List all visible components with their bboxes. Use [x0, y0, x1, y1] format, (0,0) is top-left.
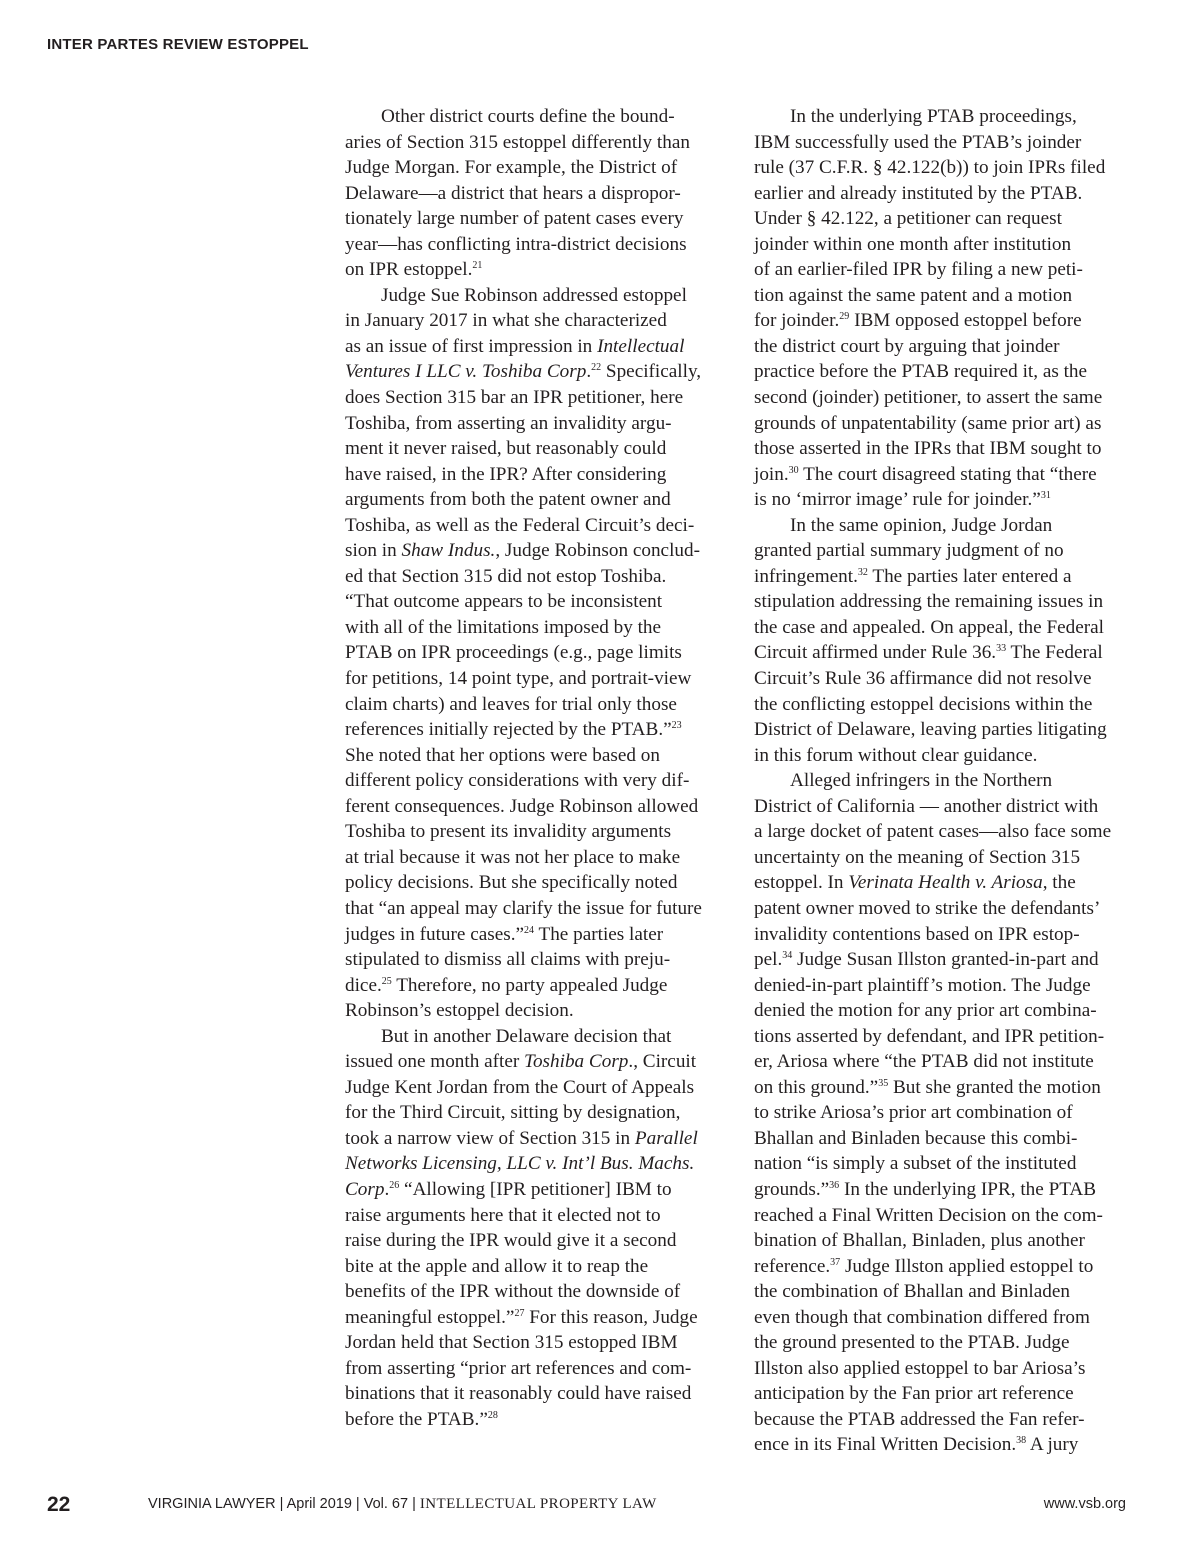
text-line: [754, 462, 1134, 488]
text-run: for petitions, 14 point type, and portrait-view: [345, 668, 692, 690]
footnote-ref: 24: [524, 924, 535, 936]
footnote-ref: 34: [782, 950, 793, 962]
text-line: [754, 640, 1134, 666]
text-run: .: [586, 361, 592, 383]
text-line: [345, 1305, 717, 1331]
text-run: Specifically,: [601, 361, 702, 383]
text-line: [345, 385, 717, 411]
text-line: [754, 232, 1134, 258]
text-run: tions asserted by defendant, and IPR petition-: [754, 1025, 1105, 1047]
text-run: infringement.: [754, 565, 858, 587]
text-run: Robinson’s estoppel decision.: [345, 1000, 574, 1022]
text-line: [754, 896, 1134, 922]
text-line: [345, 615, 717, 641]
text-run: rule (37 C.F.R. § 42.122(b)) to join IPRs filed: [754, 157, 1106, 179]
text-line: [754, 615, 1134, 641]
italic-citation: Parallel: [634, 1127, 698, 1149]
text-run: is no ‘mirror image’ rule for joinder.”: [754, 489, 1041, 511]
text-line: [754, 1279, 1134, 1305]
text-line: [345, 1100, 717, 1126]
text-line: [754, 692, 1134, 718]
text-line: [345, 130, 717, 156]
text-line: [754, 1407, 1134, 1433]
text-run: .: [384, 1178, 390, 1200]
text-line: [754, 385, 1134, 411]
footnote-ref: 36: [829, 1179, 840, 1191]
text-line: [754, 1075, 1134, 1101]
italic-citation: Intellectual: [597, 335, 685, 357]
footnote-ref: 31: [1040, 490, 1051, 502]
text-line: [754, 947, 1134, 973]
text-run: tion against the same patent and a motion: [754, 284, 1073, 306]
text-run: Judge Kent Jordan from the Court of Appeals: [345, 1076, 695, 1098]
text-run: the ground presented to the PTAB. Judge: [754, 1332, 1070, 1354]
text-line: [754, 845, 1134, 871]
text-line: [754, 436, 1134, 462]
text-run: In the underlying PTAB proceedings,: [790, 106, 1077, 127]
publication-info: VIRGINIA LAWYER | April 2019 | Vol. 67 |: [148, 1496, 420, 1512]
text-run: Judge Illston applied estoppel to: [840, 1255, 1094, 1277]
footnote-ref: 32: [857, 566, 868, 578]
text-run: reference.: [754, 1255, 831, 1277]
text-line: [754, 1254, 1134, 1280]
text-run: Under § 42.122, a petitioner can request: [754, 208, 1062, 230]
text-line: [345, 717, 717, 743]
text-run: the case and appealed. On appeal, the Federal: [754, 616, 1105, 638]
text-run: “Allowing [IPR petitioner] IBM to: [399, 1178, 672, 1200]
footnote-ref: 35: [878, 1077, 889, 1089]
page-number: 22: [47, 1493, 71, 1516]
text-run: IBM successfully used the PTAB’s joinder: [754, 131, 1082, 153]
text-run: arguments from both the patent owner and: [345, 489, 671, 511]
text-line: [754, 130, 1134, 156]
text-run: The court disagreed stating that “there: [798, 463, 1097, 485]
text-line: [345, 1279, 717, 1305]
text-line: [754, 104, 1134, 130]
text-run: issued one month after: [345, 1051, 525, 1073]
text-line: [754, 794, 1134, 820]
text-line: [345, 564, 717, 590]
text-run: dice.: [345, 974, 382, 996]
text-run: IBM opposed estoppel before: [849, 310, 1082, 332]
text-run: on IPR estoppel.: [345, 259, 473, 281]
text-line: [345, 640, 717, 666]
text-line: [754, 411, 1134, 437]
text-line: [345, 411, 717, 437]
text-run: with all of the limitations imposed by the: [345, 616, 662, 638]
text-line: [754, 181, 1134, 207]
text-line: [754, 538, 1134, 564]
text-line: [345, 1228, 717, 1254]
text-run: ence in its Final Written Decision.: [754, 1434, 1017, 1456]
running-head: INTER PARTES REVIEW ESTOPPEL: [47, 36, 309, 53]
text-line: [345, 794, 717, 820]
text-run: stipulation addressing the remaining issues in: [754, 591, 1104, 613]
text-line: [345, 666, 717, 692]
section-name: INTELLECTUAL PROPERTY LAW: [419, 1496, 657, 1512]
text-line: [345, 308, 717, 334]
text-line: [345, 768, 717, 794]
text-line: [345, 896, 717, 922]
text-run: Toshiba, as well as the Federal Circuit’s deci-: [345, 514, 695, 536]
text-line: [345, 998, 717, 1024]
text-run: But she granted the motion: [888, 1076, 1101, 1098]
text-run: Other district courts define the bound-: [381, 106, 675, 127]
text-run: grounds.”: [754, 1178, 830, 1200]
text-run: that “an appeal may clarify the issue for future: [345, 897, 702, 919]
text-line: [754, 922, 1134, 948]
text-run: stipulated to dismiss all claims with preju-: [345, 949, 671, 971]
text-run: references initially rejected by the PTAB.”: [345, 719, 672, 741]
text-run: invalidity contentions based on IPR estop-: [754, 923, 1080, 945]
text-run: the conflicting estoppel decisions within the: [754, 693, 1093, 715]
text-line: [345, 692, 717, 718]
text-run: in this forum without clear guidance.: [754, 744, 1038, 766]
footnote-ref: 33: [996, 643, 1007, 655]
footnote-ref: 29: [839, 311, 850, 323]
footnote-ref: 26: [389, 1179, 400, 1191]
text-run: different policy considerations with very dif-: [345, 770, 690, 792]
text-run: District of California — another district with: [754, 795, 1099, 817]
text-line: [345, 334, 717, 360]
text-run: Jordan held that Section 315 estopped IBM: [345, 1332, 678, 1354]
text-run: pel.: [754, 949, 783, 971]
footnote-ref: 30: [788, 464, 799, 476]
text-line: [754, 1049, 1134, 1075]
text-line: [754, 513, 1134, 539]
text-run: er, Ariosa where “the PTAB did not institute: [754, 1051, 1094, 1073]
footnote-ref: 25: [381, 975, 392, 987]
text-line: [754, 1305, 1134, 1331]
text-run: at trial because it was not her place to make: [345, 846, 681, 868]
text-run: those asserted in the IPRs that IBM sought to: [754, 438, 1102, 460]
text-run: for the Third Circuit, sitting by designation,: [345, 1102, 681, 1124]
text-line: [345, 819, 717, 845]
text-line: [754, 1330, 1134, 1356]
footnote-ref: 38: [1016, 1435, 1027, 1447]
text-run: tionately large number of patent cases every: [345, 208, 684, 230]
text-line: [754, 1228, 1134, 1254]
left-column: [345, 104, 717, 1432]
text-run: bite at the apple and allow it to reap the: [345, 1255, 649, 1277]
text-run: claim charts) and leaves for trial only those: [345, 693, 677, 715]
text-line: [345, 1177, 717, 1203]
text-line: [754, 998, 1134, 1024]
text-run: joinder within one month after institution: [754, 233, 1072, 255]
text-line: [345, 947, 717, 973]
text-run: earlier and already instituted by the PTAB.: [754, 182, 1083, 204]
text-line: [345, 973, 717, 999]
text-run: Judge Sue Robinson addressed estoppel: [381, 284, 687, 306]
text-line: [345, 538, 717, 564]
text-line: [345, 206, 717, 232]
text-line: [345, 922, 717, 948]
text-line: [345, 1151, 717, 1177]
text-run: District of Delaware, leaving parties litigating: [754, 719, 1107, 741]
text-run: anticipation by the Fan prior art reference: [754, 1383, 1074, 1405]
text-line: [754, 283, 1134, 309]
italic-citation: Toshiba Corp: [524, 1051, 629, 1073]
text-run: aries of Section 315 estoppel differently than: [345, 131, 690, 153]
text-run: Delaware—a district that hears a dispropor-: [345, 182, 681, 204]
text-run: The parties later entered a: [867, 565, 1072, 587]
text-run: Therefore, no party appealed Judge: [391, 974, 668, 996]
text-line: [345, 1381, 717, 1407]
text-line: [754, 564, 1134, 590]
text-line: [754, 1024, 1134, 1050]
footnote-ref: 23: [671, 720, 682, 732]
text-run: patent owner moved to strike the defendants’: [754, 897, 1101, 919]
text-run: a large docket of patent cases—also face some: [754, 821, 1112, 843]
text-run: because the PTAB addressed the Fan refer-: [754, 1408, 1085, 1430]
text-run: granted partial summary judgment of no: [754, 540, 1064, 562]
text-run: nation “is simply a subset of the instituted: [754, 1153, 1077, 1175]
text-line: [754, 870, 1134, 896]
text-line: [754, 359, 1134, 385]
text-run: Circuit affirmed under Rule 36.: [754, 642, 997, 664]
text-run: Judge Morgan. For example, the District of: [345, 157, 678, 179]
publication-line: [148, 1496, 657, 1513]
text-run: Illston also applied estoppel to bar Ariosa’s: [754, 1357, 1086, 1379]
text-line: [345, 1075, 717, 1101]
text-run: Judge Susan Illston granted-in-part and: [792, 949, 1099, 971]
text-line: [345, 743, 717, 769]
text-line: [754, 666, 1134, 692]
text-run: in January 2017 in what she characterized: [345, 310, 667, 332]
text-line: [754, 819, 1134, 845]
text-run: Toshiba, from asserting an invalidity argu-: [345, 412, 672, 434]
text-run: The Federal: [1006, 642, 1103, 664]
text-line: [345, 513, 717, 539]
italic-citation: Shaw Indus.: [401, 540, 496, 562]
text-line: [754, 308, 1134, 334]
italic-citation: Networks Licensing, LLC v. Int’l Bus. Machs.: [345, 1153, 695, 1175]
text-run: practice before the PTAB required it, as the: [754, 361, 1088, 383]
text-line: [345, 232, 717, 258]
text-line: [345, 181, 717, 207]
text-line: [754, 206, 1134, 232]
text-run: have raised, in the IPR? After considering: [345, 463, 667, 485]
text-line: [345, 359, 717, 385]
text-run: judges in future cases.”: [345, 923, 525, 945]
italic-citation: Verinata Health v. Ariosa: [848, 872, 1043, 894]
text-line: [345, 870, 717, 896]
text-line: [754, 1126, 1134, 1152]
text-run: the district court by arguing that joinder: [754, 335, 1060, 357]
text-line: [345, 1407, 717, 1433]
text-line: [754, 1432, 1134, 1458]
text-run: before the PTAB.”: [345, 1408, 488, 1430]
footnote-ref: 22: [591, 362, 602, 374]
text-line: [345, 1356, 717, 1382]
text-line: [345, 1024, 717, 1050]
text-run: sion in: [345, 540, 402, 562]
text-run: year—has conflicting intra-district decisions: [345, 233, 687, 255]
text-run: policy decisions. But she specifically noted: [345, 872, 678, 894]
text-run: denied the motion for any prior art combina-: [754, 1000, 1097, 1022]
text-run: The parties later: [534, 923, 664, 945]
text-run: Alleged infringers in the Northern: [790, 770, 1053, 792]
text-run: She noted that her options were based on: [345, 744, 660, 766]
text-line: [754, 334, 1134, 360]
text-run: , the: [1042, 872, 1076, 894]
text-run: the combination of Bhallan and Binladen: [754, 1281, 1070, 1303]
text-line: [754, 1381, 1134, 1407]
text-line: [345, 1049, 717, 1075]
footnote-ref: 28: [487, 1409, 498, 1421]
text-line: [345, 589, 717, 615]
text-run: ferent consequences. Judge Robinson allowed: [345, 795, 699, 817]
text-run: meaningful estoppel.”: [345, 1306, 515, 1328]
text-run: join.: [754, 463, 789, 485]
text-run: Toshiba to present its invalidity arguments: [345, 821, 672, 843]
text-run: Bhallan and Binladen because this combi-: [754, 1127, 1078, 1149]
text-run: reached a Final Written Decision on the com-: [754, 1204, 1103, 1226]
text-line: [754, 1151, 1134, 1177]
text-run: binations that it reasonably could have raised: [345, 1383, 692, 1405]
text-run: of an earlier-filed IPR by filing a new peti-: [754, 259, 1083, 281]
text-line: [754, 1203, 1134, 1229]
right-column: [754, 104, 1134, 1458]
text-line: [345, 845, 717, 871]
text-run: estoppel. In: [754, 872, 849, 894]
text-run: from asserting “prior art references and com-: [345, 1357, 692, 1379]
text-line: [754, 1356, 1134, 1382]
text-line: [345, 257, 717, 283]
text-run: ., Circuit: [628, 1051, 697, 1073]
footnote-ref: 21: [472, 260, 483, 272]
text-run: ed that Section 315 did not estop Toshiba.: [345, 565, 667, 587]
text-run: took a narrow view of Section 315 in: [345, 1127, 635, 1149]
text-line: [754, 1100, 1134, 1126]
text-run: But in another Delaware decision that: [381, 1025, 672, 1047]
text-run: Circuit’s Rule 36 affirmance did not resolve: [754, 668, 1092, 690]
text-run: on this ground.”: [754, 1076, 879, 1098]
footnote-ref: 37: [830, 1256, 841, 1268]
text-run: ment it never raised, but reasonably could: [345, 438, 667, 460]
text-line: [754, 973, 1134, 999]
text-run: In the same opinion, Judge Jordan: [790, 514, 1053, 536]
text-line: [345, 487, 717, 513]
text-line: [345, 436, 717, 462]
text-line: [754, 257, 1134, 283]
text-line: [345, 1254, 717, 1280]
italic-citation: Ventures I LLC v. Toshiba Corp: [345, 361, 587, 383]
italic-citation: Corp: [345, 1178, 385, 1200]
text-run: even though that combination differed from: [754, 1306, 1090, 1328]
text-run: to strike Ariosa’s prior art combination of: [754, 1102, 1073, 1124]
text-run: for joinder.: [754, 310, 840, 332]
text-line: [345, 462, 717, 488]
footnote-ref: 27: [514, 1307, 525, 1319]
text-run: PTAB on IPR proceedings (e.g., page limits: [345, 642, 682, 664]
text-line: [345, 1126, 717, 1152]
text-line: [754, 1177, 1134, 1203]
text-line: [345, 1203, 717, 1229]
text-line: [345, 155, 717, 181]
text-run: In the underlying IPR, the PTAB: [839, 1178, 1097, 1200]
text-run: “That outcome appears to be inconsistent: [345, 591, 663, 613]
text-line: [754, 487, 1134, 513]
text-line: [754, 768, 1134, 794]
text-line: [345, 1330, 717, 1356]
text-run: as an issue of first impression in: [345, 335, 598, 357]
text-run: raise during the IPR would give it a second: [345, 1230, 677, 1252]
text-run: A jury: [1026, 1434, 1079, 1456]
text-line: [345, 283, 717, 309]
text-run: , Judge Robinson conclud-: [495, 540, 700, 562]
text-run: For this reason, Judge: [524, 1306, 698, 1328]
text-run: benefits of the IPR without the downside of: [345, 1281, 681, 1303]
text-run: bination of Bhallan, Binladen, plus another: [754, 1230, 1085, 1252]
text-line: [345, 104, 717, 130]
text-line: [754, 717, 1134, 743]
text-run: uncertainty on the meaning of Section 315: [754, 846, 1081, 868]
website-url: www.vsb.org: [1043, 1496, 1126, 1512]
text-run: second (joinder) petitioner, to assert the same: [754, 387, 1103, 409]
text-run: denied-in-part plaintiff’s motion. The Judge: [754, 974, 1091, 996]
text-line: [754, 589, 1134, 615]
text-run: does Section 315 bar an IPR petitioner, here: [345, 387, 684, 409]
text-line: [754, 155, 1134, 181]
text-run: raise arguments here that it elected not to: [345, 1204, 661, 1226]
text-line: [754, 743, 1134, 769]
text-run: grounds of unpatentability (same prior art) as: [754, 412, 1102, 434]
